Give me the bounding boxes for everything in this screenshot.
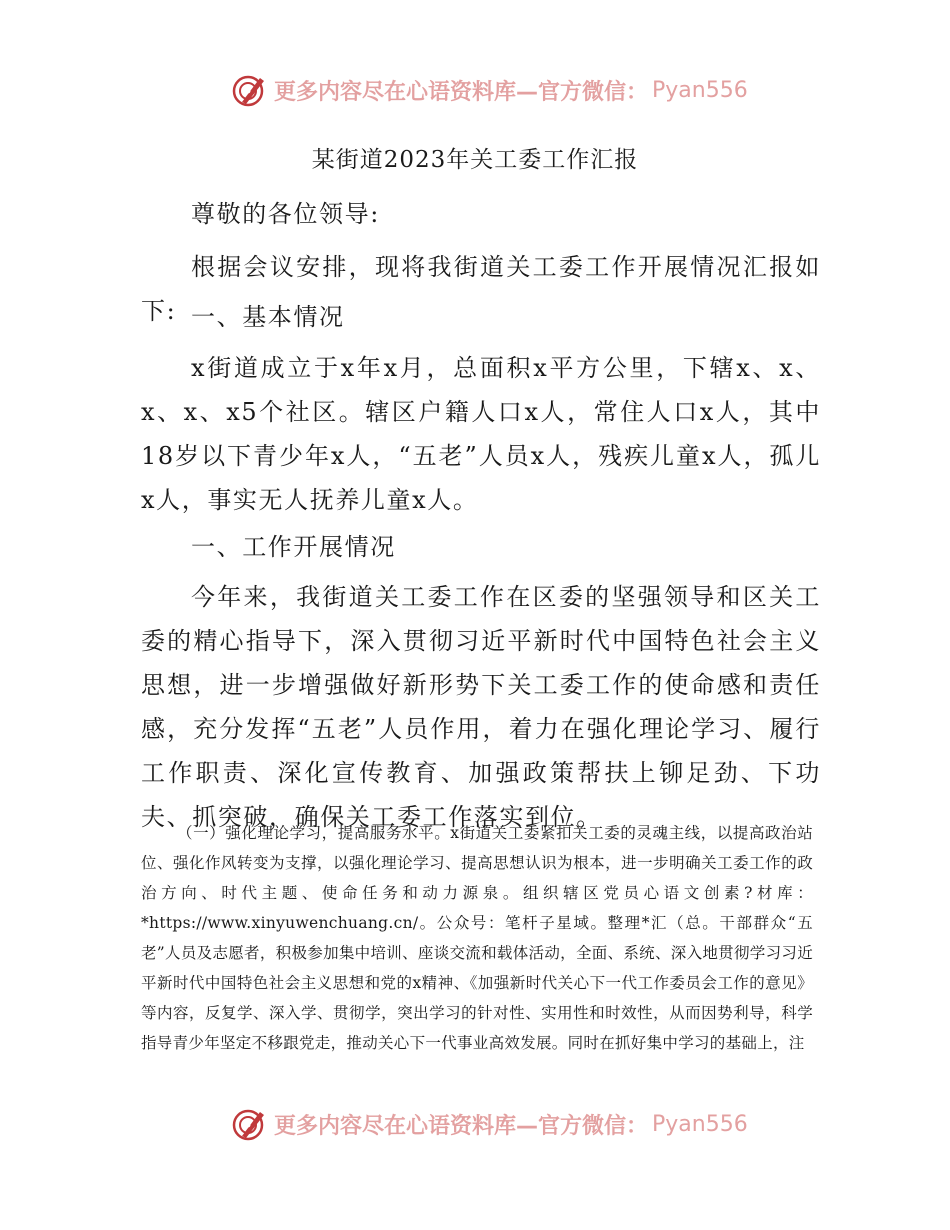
pen-logo-icon xyxy=(232,72,268,108)
watermark-banner-top xyxy=(232,66,748,114)
subsection1-paragraph: （一）强化理论学习，提高服务水平。x街道关工委紧扣关工委的灵魂主线，以提高政治站位、强化作风转变为支撑，以强化理论学习、提高思想认识为根本，进一步明确关工委工作的政治方向、时代主题、使命任务和动力源泉。组织辖区党员心语文创素?材库：*https://www.xinyuwenchuang.cn/。公众号：笔杆子星域。整理*汇（总。干部群众“五老”人员及志愿者，积极参加集中培训、座谈交流和载体活动，全面、系统、深入地贯彻学习习近平新时代中国特色社会主义思想和党的x精神、《加强新时代关心下一代工作委员会工作的意见》等内容，反复学、深入学、贯彻学，突出学习的针对性、实用性和时效性，从而因势利导，科学指导青少年坚定不移跟党走，推动关心下一代事业高效发展。同时在抓好集中学习的基础上，注 xyxy=(141,824,813,1052)
salutation: 尊敬的各位领导: xyxy=(191,200,380,228)
watermark-text: 更多内容尽在心语资料库—官方微信： xyxy=(274,1113,649,1139)
watermark-text: 更多内容尽在心语资料库—官方微信： xyxy=(274,79,649,105)
watermark-banner-bottom xyxy=(232,1100,748,1148)
section2-heading: 一、工作开展情况 xyxy=(191,533,396,561)
intro-paragraph: 根据会议安排，现将我街道关工委工作开展情况汇报如下: xyxy=(141,253,821,325)
watermark-wechat-id: Pyan556 xyxy=(652,1111,748,1137)
watermark-wechat-id: Pyan556 xyxy=(652,77,748,103)
section1-heading: 一、基本情况 xyxy=(191,303,345,331)
section2-body: 今年来，我街道关工委工作在区委的坚强领导和区关工委的精心指导下，深入贯彻习近平新时代中国特色社会主义思想，进一步增强做好新形势下关工委工作的使命感和责任感，充分发挥“五老”人员作用，着力在强化理论学习、履行工作职责、深化宣传教育、加强政策帮扶上铆足劲、下功夫、抓突破，确保关工委工作落实到位。 xyxy=(141,583,821,831)
document-title: 某街道2023年关工委工作汇报 xyxy=(311,147,639,173)
section1-body: x街道成立于x年x月，总面积x平方公里，下辖x、x、x、x、x5个社区。辖区户籍人口x人，常住人口x人，其中18岁以下青少年x人，“五老”人员x人，残疾儿童x人，孤儿x人，事实无人抚养儿童x人。 xyxy=(141,354,821,514)
pen-logo-icon xyxy=(232,1106,268,1142)
